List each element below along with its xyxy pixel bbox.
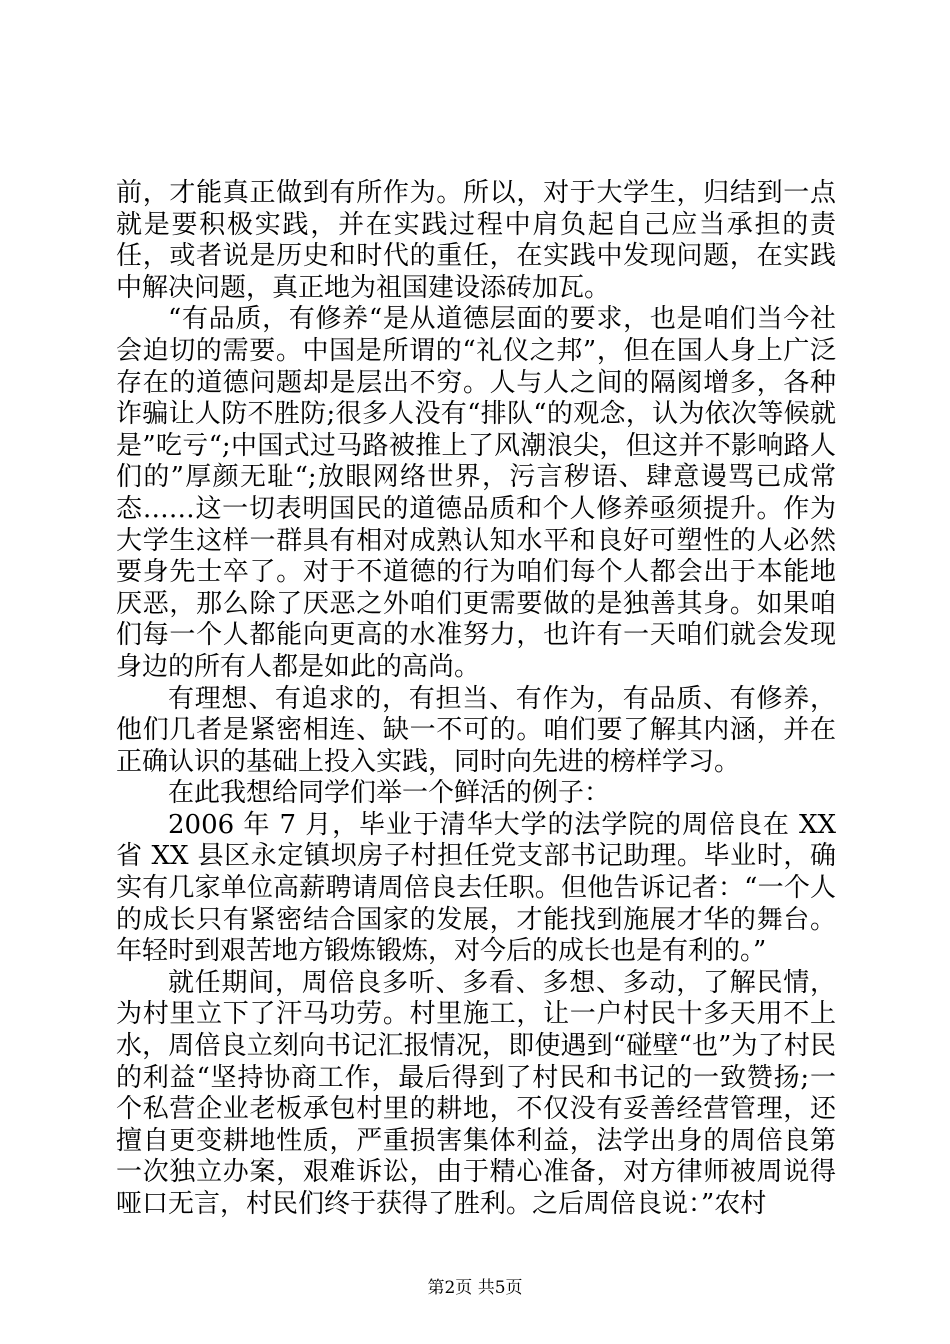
body-text [116, 178, 836, 1221]
page-footer [0, 1278, 950, 1298]
paragraph-3: 有理想、有追求的，有担当、有作为，有品质、有修养，他们几者是紧密相连、缺一不可的。咱们要了解其内涵，并在正确认识的基础上投入实践，同时向先进的榜样学习。 [116, 683, 836, 777]
page-number: 第2页 共5页 [427, 1278, 523, 1298]
paragraph-4: 在此我想给同学们举一个鲜活的例子： [168, 778, 611, 809]
paragraph-1: 前，才能真正做到有所作为。所以，对于大学生，归结到一点就是要积极实践，并在实践过程中肩负起自己应当承担的责任，或者说是历史和时代的重任，在实践中发现问题，在实践中解决问题，真正地为祖国建设添砖加瓦。 [116, 178, 836, 303]
paragraph-5: 2006 年 7 月，毕业于清华大学的法学院的周倍良在 XX 省 XX 县区永定镇坝房子村担任党支部书记助理。毕业时，确实有几家单位高薪聘请周倍良去任职。但他告诉记者：“一个人的成长只有紧密结合国家的发展，才能找到施展才华的舞台。年轻时到艰苦地方锻炼锻炼，对今后的成长也是有利的。” [116, 809, 836, 967]
paragraph-2: “有品质，有修养“是从道德层面的要求，也是咱们当今社会迫切的需要。中国是所谓的“礼仪之邦”，但在国人身上广泛存在的道德问题却是层出不穷。人与人之间的隔阂增多，各种诈骗让人防不胜防;很多人没有“排队“的观念，认为依次等候就是”吃亏“;中国式过马路被推上了风潮浪尖，但这并不影响路人们的”厚颜无耻“;放眼网络世界，污言秽语、肆意谩骂已成常态……这一切表明国民的道德品质和个人修养亟须提升。作为大学生这样一群具有相对成熟认知水平和良好可塑性的人必然要身先士卒了。对于不道德的行为咱们每个人都会出于本能地厌恶，那么除了厌恶之外咱们更需要做的是独善其身。如果咱们每一个人都能向更高的水准努力，也许有一天咱们就会发现身边的所有人都是如此的高尚。 [116, 304, 836, 682]
paragraph-6: 就任期间，周倍良多听、多看、多想、多动，了解民情，为村里立下了汗马功劳。村里施工，让一户村民十多天用不上水，周倍良立刻向书记汇报情况，即使遇到“碰壁“也”为了村民的利益“坚持协商工作，最后得到了村民和书记的一致赞扬;一个私营企业老板承包村里的耕地，不仅没有妥善经营管理，还擅自更变耕地性质，严重损害集体利益，法学出身的周倍良第一次独立办案，艰难诉讼，由于精心准备，对方律师被周说得哑口无言，村民们终于获得了胜利。之后周倍良说：”农村 [116, 967, 836, 1219]
